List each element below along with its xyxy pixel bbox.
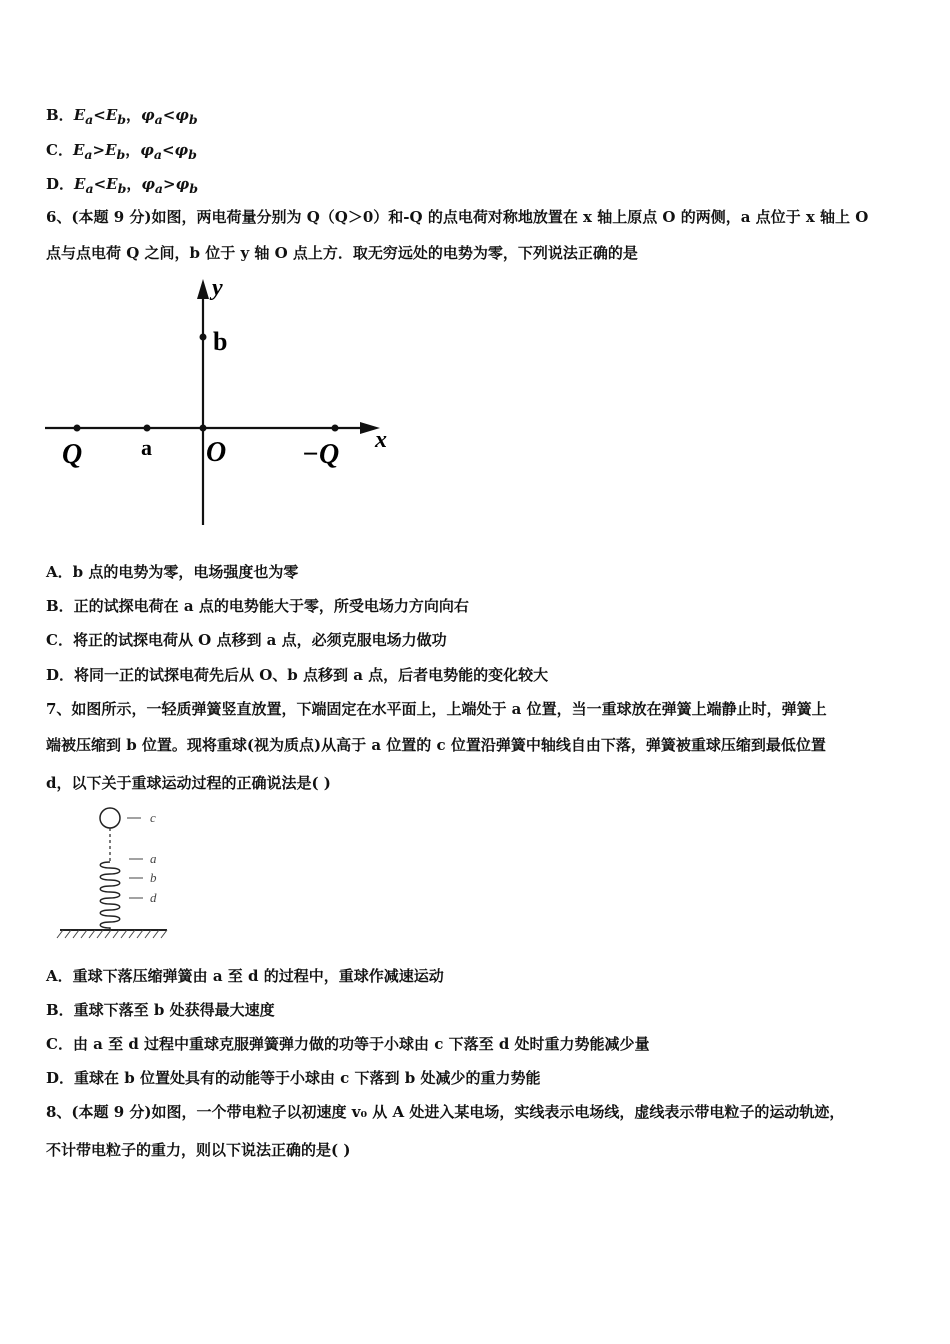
ball [100,808,120,828]
label-c: c [150,810,156,825]
q6-stem-line-2: 点与点电荷 Q 之间，b 位于 y 轴 O 点上方．取无穷远处的电势为零，下列说法正确的是 [46,244,638,262]
label-b: b [213,327,228,356]
q8-stem-line-2: 不计带电粒子的重力，则以下说法正确的是( ) [46,1141,351,1159]
q7-stem-line-3: d，以下关于重球运动过程的正确说法是( ) [46,774,331,792]
q7-figure [55,800,185,948]
q6-figure [40,275,400,530]
spring [100,862,120,930]
label-d: d [150,890,157,905]
point-a [144,425,151,432]
q5-option-d: D．$E_a<E_b$，$\varphi_a>\varphi_b$ [46,175,198,196]
q5-option-b: B．$E_a<E_b$，$\varphi_a<\varphi_b$ [46,106,198,127]
q7-stem-line-1: 7、如图所示，一轻质弹簧竖直放置，下端固定在水平面上，上端处于 a 位置，当一重球放在弹簧上端静止时，弹簧上 [46,700,827,718]
label-neg-q: −Q [302,439,340,470]
q6-option-c: C．将正的试探电荷从 O 点移到 a 点，必须克服电场力做功 [46,631,447,649]
q6-option-a: A．b 点的电势为零，电场强度也为零 [46,563,299,581]
q8-stem-line-1: 8、(本题 9 分)如图，一个带电粒子以初速度 v₀ 从 A 处进入某电场，实线表示电场线，虚线表示带电粒子的运动轨迹， [46,1103,845,1121]
q7-option-b: B．重球下落至 b 处获得最大速度 [46,1001,275,1019]
label-a: a [150,851,157,866]
point-b [200,334,207,341]
q6-option-d: D．将同一正的试探电荷先后从 O、b 点移到 a 点，后者电势能的变化较大 [46,666,549,684]
label-x: x [375,427,387,453]
q7-option-a: A．重球下落压缩弹簧由 a 至 d 的过程中，重球作减速运动 [46,967,444,985]
label-o: O [206,437,227,468]
y-axis-arrow [197,279,209,299]
label-q: Q [62,439,83,470]
q6-stem-line-1: 6、(本题 9 分)如图，两电荷量分别为 Q（Q＞0）和-Q 的点电荷对称地放置在 x 轴上原点 O 的两侧，a 点位于 x 轴上 O [46,208,869,226]
label-y: y [212,275,223,301]
q7-option-c: C．由 a 至 d 过程中重球克服弹簧弹力做的功等于小球由 c 下落至 d 处时重力势能减少量 [46,1035,650,1053]
q7-option-d: D．重球在 b 位置处具有的动能等于小球由 c 下落到 b 处减少的重力势能 [46,1069,541,1087]
label-b: b [150,870,157,885]
q6-option-b: B．正的试探电荷在 a 点的电势能大于零，所受电场力方向向右 [46,597,469,615]
q7-stem-line-2: 端被压缩到 b 位置。现将重球(视为质点)从高于 a 位置的 c 位置沿弹簧中轴线自由下落，弹簧被重球压缩到最低位置 [46,736,826,754]
point-q [74,425,81,432]
label-a: a [141,435,152,460]
q5-option-c: C．$E_a>E_b$，$\varphi_a<\varphi_b$ [46,141,197,162]
point-o [200,425,207,432]
ground-hatch [57,930,167,938]
point-neg-q [332,425,339,432]
